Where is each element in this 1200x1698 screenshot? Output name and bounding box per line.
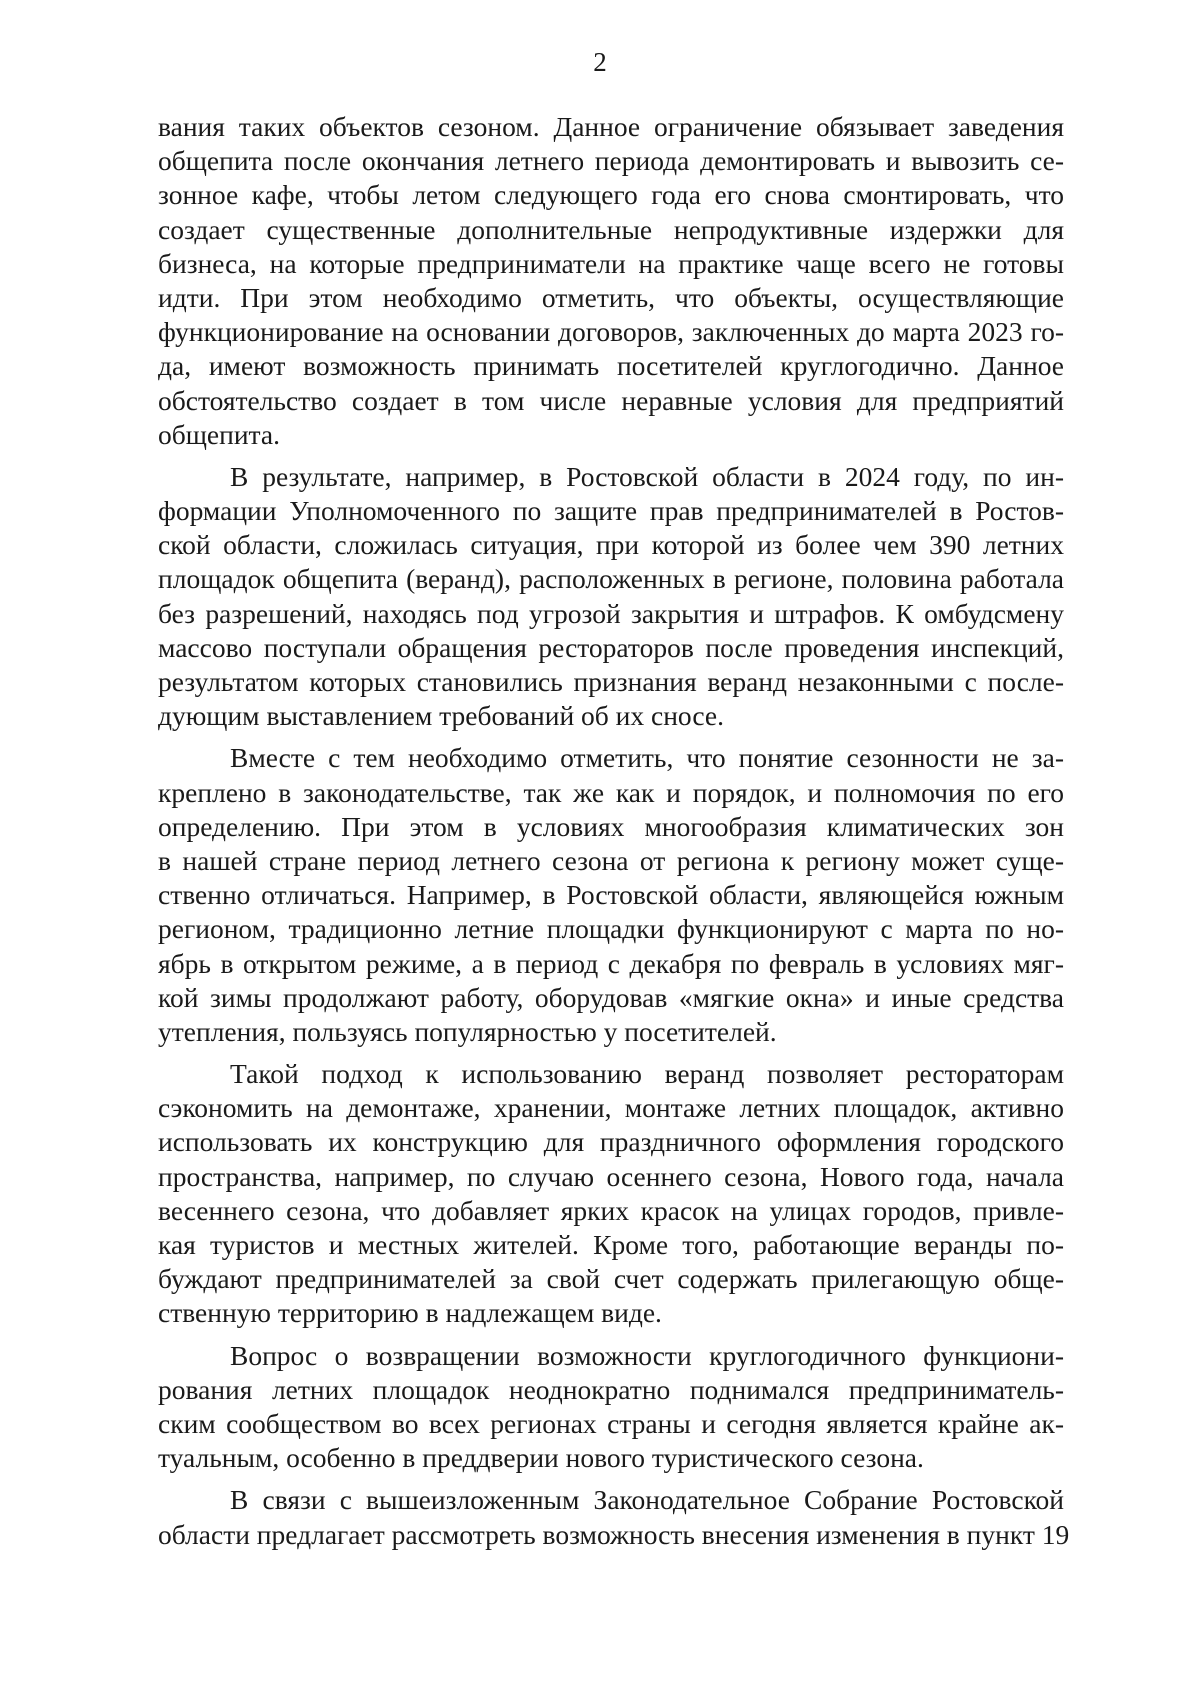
paragraph-line: определению. При этом в условиях многообразия климатических зон bbox=[158, 810, 1064, 842]
paragraph bbox=[158, 110, 1064, 452]
paragraph-line: туальным, особенно в преддверии нового туристического сезона. bbox=[158, 1442, 924, 1474]
paragraph-line: буждают предпринимателей за свой счет содержать прилегающую обще- bbox=[158, 1263, 1064, 1295]
paragraph-line: утепления, пользуясь популярностью у посетителей. bbox=[158, 1015, 777, 1047]
paragraph-line: без разрешений, находясь под угрозой закрытия и штрафов. К омбудсмену bbox=[158, 597, 1064, 629]
paragraph-line: ственно отличаться. Например, в Ростовской области, являющейся южным bbox=[158, 879, 1064, 911]
paragraph-line: идти. При этом необходимо отметить, что объекты, осуществляющие bbox=[158, 281, 1064, 313]
paragraph-line: зонное кафе, чтобы летом следующего года его снова смонтировать, что bbox=[158, 179, 1064, 211]
paragraph-line: ским сообществом во всех регионах страны и сегодня является крайне ак- bbox=[158, 1407, 1064, 1439]
page-number: 2 bbox=[593, 47, 607, 77]
paragraph-line: общепита после окончания летнего периода демонтировать и вывозить се- bbox=[158, 145, 1064, 177]
paragraph-line: регионом, традиционно летние площадки функционируют с марта по но- bbox=[158, 913, 1064, 945]
paragraph-line: сэкономить на демонтаже, хранении, монтаже летних площадок, активно bbox=[158, 1092, 1064, 1124]
document-body bbox=[158, 110, 1070, 1560]
paragraph-line: создает существенные дополнительные непродуктивные издержки для bbox=[158, 213, 1064, 245]
paragraph-line: площадок общепита (веранд), расположенных в регионе, половина работала bbox=[158, 563, 1064, 595]
paragraph-line: кой зимы продолжают работу, оборудовав «мягкие окна» и иные средства bbox=[158, 981, 1064, 1013]
paragraph-line: пространства, например, по случаю осеннего сезона, Нового года, начала bbox=[158, 1160, 1064, 1192]
paragraph-line: формации Уполномоченного по защите прав предпринимателей в Ростов- bbox=[158, 495, 1064, 527]
paragraph-line: В связи с вышеизложенным Законодательное Собрание Ростовской bbox=[230, 1484, 1064, 1516]
paragraph-line: использовать их конструкцию для праздничного оформления городского bbox=[158, 1126, 1064, 1158]
paragraph bbox=[158, 741, 1064, 1049]
paragraph-line: бизнеса, на которые предприниматели на практике чаще всего не готовы bbox=[158, 247, 1064, 279]
paragraph-line: рования летних площадок неоднократно поднимался предприниматель- bbox=[158, 1373, 1064, 1405]
paragraph-line: да, имеют возможность принимать посетителей круглогодично. Данное bbox=[158, 350, 1064, 382]
paragraph bbox=[158, 1057, 1064, 1331]
paragraph bbox=[158, 1339, 1064, 1476]
paragraph-line: ской области, сложилась ситуация, при которой из более чем 390 летних bbox=[158, 529, 1064, 561]
paragraph bbox=[158, 1483, 1070, 1551]
paragraph-line: весеннего сезона, что добавляет ярких красок на улицах городов, привле- bbox=[158, 1194, 1064, 1226]
paragraph-line: Такой подход к использованию веранд позволяет рестораторам bbox=[230, 1058, 1064, 1090]
paragraph bbox=[158, 460, 1064, 734]
paragraph-line: ственную территорию в надлежащем виде. bbox=[158, 1297, 662, 1329]
paragraph-line: креплено в законодательстве, так же как и порядок, и полномочия по его bbox=[158, 776, 1064, 808]
paragraph-line: В результате, например, в Ростовской области в 2024 году, по ин- bbox=[230, 460, 1064, 492]
paragraph-line: в нашей стране период летнего сезона от региона к региону может суще- bbox=[158, 844, 1064, 876]
paragraph-line: результатом которых становились признания веранд незаконными с после- bbox=[158, 666, 1064, 697]
paragraph-line: массово поступали обращения рестораторов после проведения инспекций, bbox=[158, 631, 1064, 663]
paragraph-line: дующим выставлением требований об их сносе. bbox=[158, 700, 724, 732]
paragraph-line: кая туристов и местных жителей. Кроме того, работающие веранды по- bbox=[158, 1229, 1064, 1260]
paragraph-line: Вопрос о возвращении возможности круглогодичного функциони- bbox=[230, 1339, 1064, 1371]
paragraph-line: ябрь в открытом режиме, а в период с декабря по февраль в условиях мяг- bbox=[158, 947, 1064, 979]
paragraph-line: Вместе с тем необходимо отметить, что понятие сезонности не за- bbox=[230, 742, 1064, 774]
paragraph-line: функционирование на основании договоров, заключенных до марта 2023 го- bbox=[158, 316, 1064, 348]
paragraph-line: общепита. bbox=[158, 418, 280, 450]
paragraph-line: области предлагает рассмотреть возможность внесения изменения в пункт 19 bbox=[158, 1518, 1070, 1550]
paragraph-line: вания таких объектов сезоном. Данное ограничение обязывает заведения bbox=[158, 111, 1064, 142]
paragraph-line: обстоятельство создает в том числе неравные условия для предприятий bbox=[158, 384, 1064, 416]
